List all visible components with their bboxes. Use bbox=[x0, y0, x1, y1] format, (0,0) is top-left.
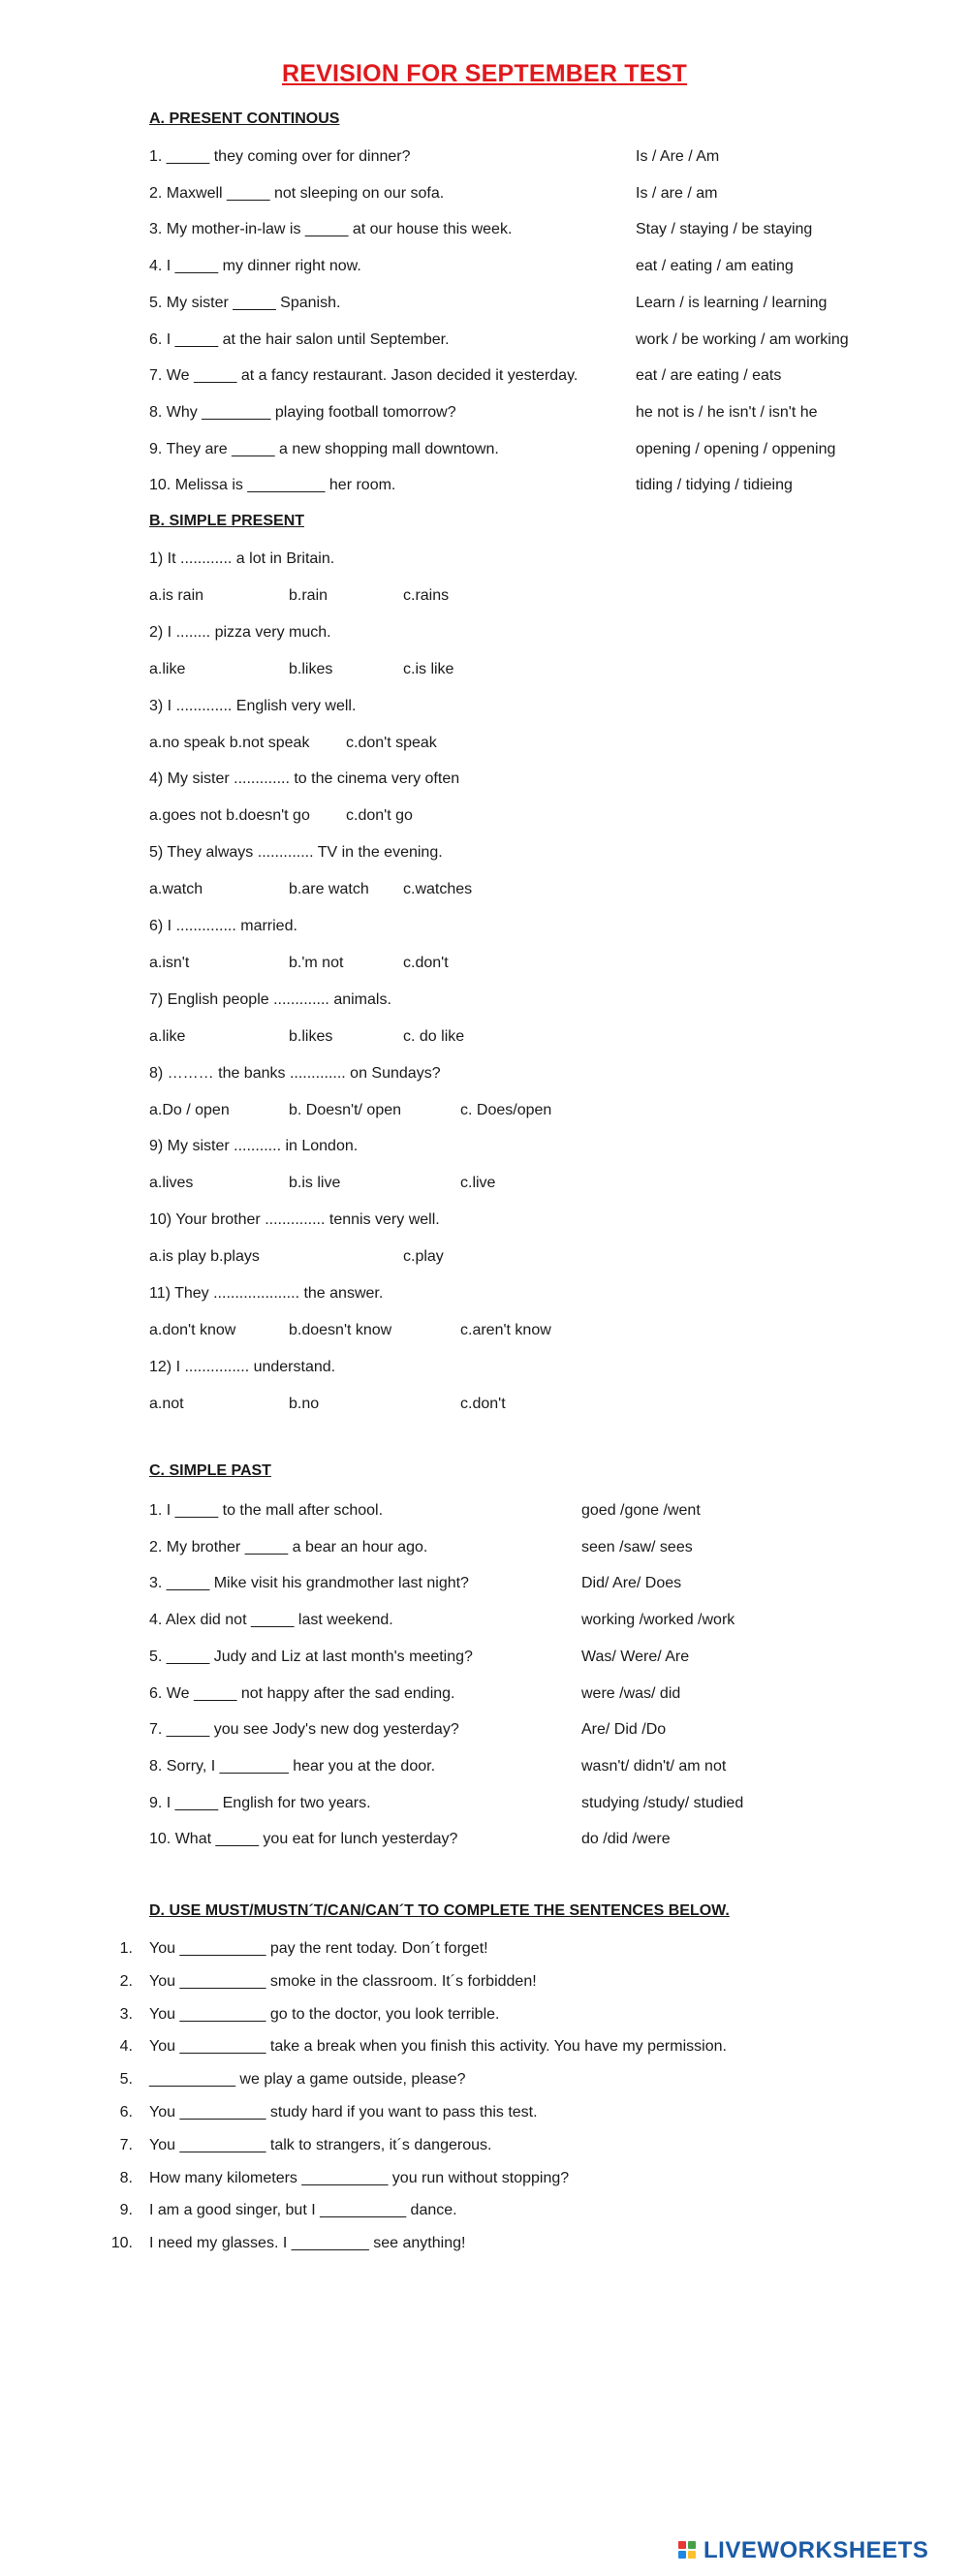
list-number: 3. bbox=[119, 2005, 133, 2023]
answer-options: work / be working / am working bbox=[636, 330, 849, 348]
question-text: 1. _____ they coming over for dinner? bbox=[149, 148, 411, 165]
list-number: 2. bbox=[119, 1972, 133, 1990]
question-text: 5. _____ Judy and Liz at last month's meeting? bbox=[149, 1648, 473, 1665]
option-a: a.Do / open bbox=[149, 1101, 230, 1118]
answer-options: Is / Are / Am bbox=[636, 148, 720, 165]
logo-text: LIVEWORKSHEETS bbox=[703, 2537, 929, 2563]
sentence-text: You __________ study hard if you want to pass this test. bbox=[149, 2104, 538, 2120]
option-a: a.no speak b.not speak bbox=[149, 734, 310, 751]
list-number: 5. bbox=[119, 2071, 133, 2089]
option-b: b. Doesn't/ open bbox=[289, 1101, 402, 1118]
answer-options: studying /study/ studied bbox=[581, 1794, 744, 1811]
option-a: a.lives bbox=[149, 1175, 194, 1192]
option-b: b.likes bbox=[289, 1027, 333, 1045]
question-text: 12) I ............... understand. bbox=[149, 1358, 336, 1375]
question-text: 10. What _____ you eat for lunch yesterday? bbox=[149, 1831, 458, 1848]
option-b: b.likes bbox=[289, 660, 333, 677]
option-a: a.don't know bbox=[149, 1322, 236, 1338]
sentence-text: You __________ take a break when you finish this activity. You have my permission. bbox=[149, 2038, 727, 2056]
question-text: 9. They are _____ a new shopping mall downtown. bbox=[149, 440, 499, 457]
question-text: 2. My brother _____ a bear an hour ago. bbox=[149, 1538, 428, 1555]
question-text: 8. Sorry, I ________ hear you at the door. bbox=[149, 1757, 436, 1775]
list-number: 6. bbox=[119, 2104, 133, 2120]
list-number: 10. bbox=[110, 2235, 133, 2252]
section-b-heading: B. SIMPLE PRESENT bbox=[149, 513, 305, 529]
sentence-text: I need my glasses. I _________ see anything! bbox=[149, 2235, 466, 2252]
question-text: 6) I .............. married. bbox=[149, 918, 297, 934]
option-a: a.like bbox=[149, 660, 186, 677]
list-number: 9. bbox=[119, 2202, 133, 2219]
option-c: c.don't bbox=[403, 955, 449, 971]
option-c: c. do like bbox=[403, 1027, 465, 1045]
question-text: 7. _____ you see Jody's new dog yesterday? bbox=[149, 1721, 459, 1739]
answer-options: opening / opening / oppening bbox=[636, 440, 836, 457]
answer-options: tiding / tidying / tidieing bbox=[636, 477, 793, 494]
sentence-text: You __________ smoke in the classroom. It´s forbidden! bbox=[149, 1972, 537, 1990]
section-d-heading: D. USE MUST/MUSTN´T/CAN/CAN´T TO COMPLETE THE SENTENCES BELOW. bbox=[149, 1902, 730, 1919]
option-c: c.don't bbox=[460, 1395, 506, 1412]
page-title: REVISION FOR SEPTEMBER TEST bbox=[282, 60, 687, 87]
option-b: b.rain bbox=[289, 587, 328, 604]
list-number: 4. bbox=[119, 2038, 133, 2056]
sentence-text: I am a good singer, but I __________ dance. bbox=[149, 2202, 457, 2219]
question-text: 10) Your brother .............. tennis very well. bbox=[149, 1211, 440, 1229]
question-text: 5) They always ............. TV in the evening. bbox=[149, 844, 443, 862]
question-text: 8) ……… the banks ............. on Sundays? bbox=[149, 1064, 441, 1082]
question-text: 11) They .................... the answer. bbox=[149, 1285, 384, 1302]
question-text: 10. Melissa is _________ her room. bbox=[149, 477, 396, 494]
option-a: a.is play b.plays bbox=[149, 1248, 260, 1266]
question-text: 3. _____ Mike visit his grandmother last night? bbox=[149, 1575, 469, 1592]
question-text: 7. We _____ at a fancy restaurant. Jason decided it yesterday. bbox=[149, 367, 578, 385]
question-text: 8. Why ________ playing football tomorrow? bbox=[149, 403, 456, 421]
option-c: c.rains bbox=[403, 587, 450, 604]
question-text: 7) English people ............. animals. bbox=[149, 990, 391, 1008]
question-text: 2. Maxwell _____ not sleeping on our sofa. bbox=[149, 184, 445, 202]
option-b: b.is live bbox=[289, 1175, 341, 1192]
answer-options: eat / are eating / eats bbox=[636, 367, 782, 385]
question-text: 4. I _____ my dinner right now. bbox=[149, 258, 361, 275]
logo-icon bbox=[678, 2541, 698, 2560]
question-text: 3) I ............. English very well. bbox=[149, 697, 357, 714]
question-text: 3. My mother-in-law is _____ at our house this week. bbox=[149, 221, 513, 238]
answer-options: were /was/ did bbox=[581, 1684, 681, 1702]
answer-options: Did/ Are/ Does bbox=[581, 1575, 682, 1592]
question-text: 4. Alex did not _____ last weekend. bbox=[149, 1612, 393, 1629]
question-text: 2) I ........ pizza very much. bbox=[149, 623, 331, 641]
answer-options: seen /saw/ sees bbox=[581, 1538, 693, 1555]
answer-options: Stay / staying / be staying bbox=[636, 221, 813, 238]
answer-options: do /did /were bbox=[581, 1831, 671, 1848]
question-text: 9) My sister ........... in London. bbox=[149, 1138, 359, 1155]
option-c: c. Does/open bbox=[460, 1101, 552, 1118]
section-c-heading: C. SIMPLE PAST bbox=[149, 1462, 271, 1479]
answer-options: Are/ Did /Do bbox=[581, 1721, 667, 1739]
question-text: 1. I _____ to the mall after school. bbox=[149, 1502, 384, 1519]
question-text: 4) My sister ............. to the cinema very often bbox=[149, 770, 460, 788]
option-c: c.aren't know bbox=[460, 1322, 551, 1338]
option-b: b.'m not bbox=[289, 955, 344, 971]
question-text: 6. I _____ at the hair salon until September. bbox=[149, 330, 450, 348]
list-number: 8. bbox=[119, 2169, 133, 2186]
question-text: 9. I _____ English for two years. bbox=[149, 1794, 371, 1811]
answer-options: eat / eating / am eating bbox=[636, 258, 794, 275]
sentence-text: You __________ talk to strangers, it´s dangerous. bbox=[149, 2136, 492, 2153]
sentence-text: You __________ pay the rent today. Don´t forget! bbox=[149, 1940, 488, 1957]
option-c: c.play bbox=[403, 1248, 444, 1266]
section-a-heading: A. PRESENT CONTINOUS bbox=[149, 110, 340, 127]
option-a: a.is rain bbox=[149, 587, 204, 604]
option-a: a.like bbox=[149, 1027, 186, 1045]
option-c: c.is like bbox=[403, 660, 454, 677]
option-c: c.watches bbox=[403, 881, 473, 898]
answer-options: Learn / is learning / learning bbox=[636, 294, 828, 311]
answer-options: he not is / he isn't / isn't he bbox=[636, 403, 818, 421]
option-b: b.are watch bbox=[289, 881, 369, 898]
option-b: b.doesn't know bbox=[289, 1322, 392, 1338]
answer-options: Was/ Were/ Are bbox=[581, 1648, 690, 1665]
list-number: 7. bbox=[119, 2136, 133, 2153]
option-a: a.isn't bbox=[149, 955, 190, 971]
option-a: a.watch bbox=[149, 881, 203, 898]
question-text: 5. My sister _____ Spanish. bbox=[149, 294, 341, 311]
question-text: 6. We _____ not happy after the sad ending. bbox=[149, 1684, 455, 1702]
option-a: a.not bbox=[149, 1395, 184, 1412]
answer-options: goed /gone /went bbox=[581, 1502, 701, 1519]
sentence-text: You __________ go to the doctor, you look terrible. bbox=[149, 2005, 500, 2023]
liveworksheets-logo bbox=[678, 2537, 928, 2564]
option-b: b.no bbox=[289, 1395, 320, 1412]
option-c: c.don't speak bbox=[346, 734, 437, 751]
question-text: 1) It ............ a lot in Britain. bbox=[149, 550, 335, 567]
sentence-text: __________ we play a game outside, please? bbox=[149, 2071, 466, 2089]
answer-options: Is / are / am bbox=[636, 184, 718, 202]
sentence-text: How many kilometers __________ you run without stopping? bbox=[149, 2169, 570, 2186]
answer-options: wasn't/ didn't/ am not bbox=[581, 1757, 727, 1775]
option-a: a.goes not b.doesn't go bbox=[149, 807, 310, 825]
option-c: c.live bbox=[460, 1175, 496, 1192]
list-number: 1. bbox=[119, 1940, 133, 1957]
answer-options: working /worked /work bbox=[581, 1612, 735, 1629]
option-c: c.don't go bbox=[346, 807, 413, 825]
